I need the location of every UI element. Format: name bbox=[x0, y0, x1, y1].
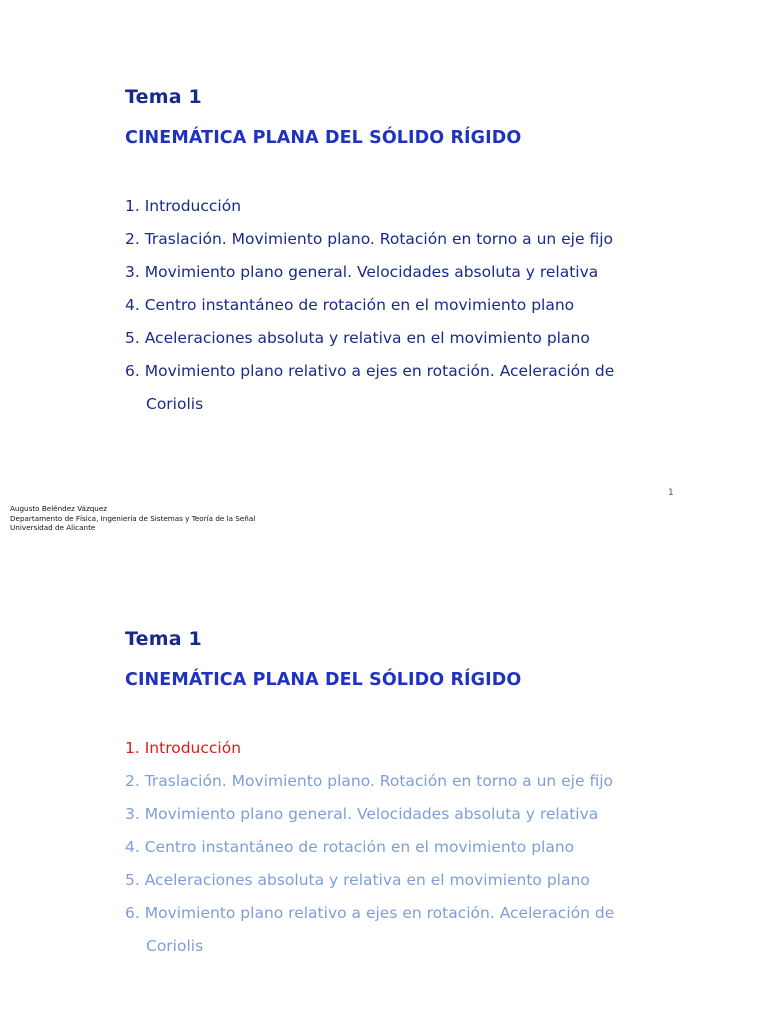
table-of-contents bbox=[125, 190, 725, 421]
slide-footer bbox=[10, 504, 255, 533]
toc-item-3: 3. Movimiento plano general. Velocidades absoluta y relativa bbox=[125, 263, 599, 281]
toc-item-6: 6. Movimiento plano relativo a ejes en rotación. Aceleración de bbox=[125, 362, 615, 380]
toc-item-1: 1. Introducción bbox=[125, 197, 242, 215]
toc-item-3: 3. Movimiento plano general. Velocidades absoluta y relativa bbox=[125, 805, 599, 823]
slide-heading: Tema 1 bbox=[125, 86, 202, 108]
slide-title: CINEMÁTICA PLANA DEL SÓLIDO RÍGIDO bbox=[125, 128, 522, 148]
toc-item-6: 6. Movimiento plano relativo a ejes en rotación. Aceleración de bbox=[125, 904, 615, 922]
table-of-contents bbox=[125, 732, 725, 963]
toc-item-4: 4. Centro instantáneo de rotación en el movimiento plano bbox=[125, 296, 575, 314]
slide-title: CINEMÁTICA PLANA DEL SÓLIDO RÍGIDO bbox=[125, 670, 522, 690]
footer-department: Departamento de Física, Ingeniería de Sistemas y Teoría de la Señal bbox=[10, 513, 256, 523]
slide-2 bbox=[0, 542, 768, 1024]
toc-item-2: 2. Traslación. Movimiento plano. Rotación en torno a un eje fijo bbox=[125, 772, 614, 790]
footer-university: Universidad de Alicante bbox=[10, 523, 96, 532]
toc-item-5: 5. Aceleraciones absoluta y relativa en el movimiento plano bbox=[125, 329, 590, 347]
toc-item-6-continuation: Coriolis bbox=[146, 937, 204, 955]
toc-item-1-active: 1. Introducción bbox=[125, 739, 242, 757]
page-number: 1 bbox=[668, 488, 674, 498]
toc-item-6-continuation: Coriolis bbox=[146, 395, 204, 413]
slide-heading: Tema 1 bbox=[125, 628, 202, 650]
toc-item-4: 4. Centro instantáneo de rotación en el movimiento plano bbox=[125, 838, 575, 856]
toc-item-2: 2. Traslación. Movimiento plano. Rotación en torno a un eje fijo bbox=[125, 230, 614, 248]
toc-item-5: 5. Aceleraciones absoluta y relativa en el movimiento plano bbox=[125, 871, 590, 889]
footer-author: Augusto Beléndez Vázquez bbox=[10, 504, 108, 513]
